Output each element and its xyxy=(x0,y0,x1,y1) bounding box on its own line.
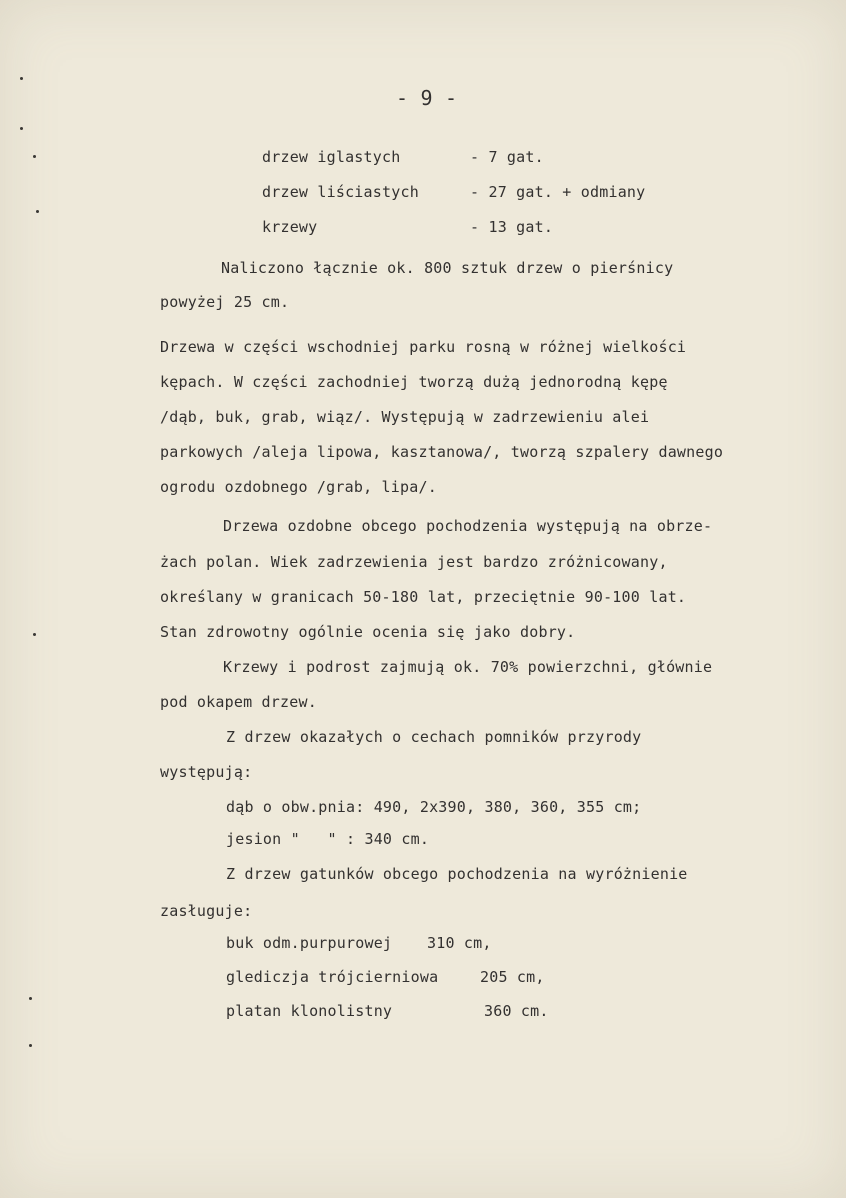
text-line: Krzewy i podrost zajmują ok. 70% powierzchni, głównie xyxy=(223,658,713,676)
text-line: występują: xyxy=(160,763,253,781)
text-line: parkowych /aleja lipowa, kasztanowa/, tworzą szpalery dawnego xyxy=(160,443,724,461)
scan-speck xyxy=(20,127,23,130)
text-line: Z drzew gatunków obcego pochodzenia na wyróżnienie xyxy=(226,865,688,883)
text-line: żach polan. Wiek zadrzewienia jest bardzo zróżnicowany, xyxy=(160,553,668,571)
text-line: Drzewa ozdobne obcego pochodzenia występują na obrze- xyxy=(223,517,713,535)
foreign-tree-size: 310 cm, xyxy=(427,934,492,952)
text-line: Stan zdrowotny ogólnie ocenia się jako dobry. xyxy=(160,623,576,641)
text-line: kępach. W części zachodniej tworzą dużą jednorodną kępę xyxy=(160,373,668,391)
text-line: Naliczono łącznie ok. 800 sztuk drzew o pierśnicy xyxy=(221,259,674,277)
scan-speck xyxy=(36,210,39,213)
scan-speck xyxy=(29,1044,32,1047)
text-line: ogrodu ozdobnego /grab, lipa/. xyxy=(160,478,437,496)
scan-speck xyxy=(33,633,36,636)
foreign-tree-size: 360 cm. xyxy=(484,1002,549,1020)
species-group: drzew liściastych xyxy=(262,183,419,201)
species-count: - 27 gat. + odmiany xyxy=(470,183,646,201)
monument-line: jesion " " : 340 cm. xyxy=(226,830,430,848)
text-line: zasługuje: xyxy=(160,902,253,920)
text-line: określany w granicach 50-180 lat, przeciętnie 90-100 lat. xyxy=(160,588,687,606)
scan-speck xyxy=(20,77,23,80)
monument-line: dąb o obw.pnia: 490, 2x390, 380, 360, 355 cm; xyxy=(226,798,642,816)
species-group: krzewy xyxy=(262,218,318,236)
scan-speck xyxy=(29,997,32,1000)
text-line: pod okapem drzew. xyxy=(160,693,317,711)
species-count: - 7 gat. xyxy=(470,148,544,166)
text-line: Drzewa w części wschodniej parku rosną w różnej wielkości xyxy=(160,338,687,356)
foreign-tree-name: platan klonolistny xyxy=(226,1002,393,1020)
species-group: drzew iglastych xyxy=(262,148,401,166)
foreign-tree-name: glediczja trójcierniowa xyxy=(226,968,439,986)
text-line: /dąb, buk, grab, wiąz/. Występują w zadrzewieniu alei xyxy=(160,408,650,426)
foreign-tree-size: 205 cm, xyxy=(480,968,545,986)
foreign-tree-name: buk odm.purpurowej xyxy=(226,934,393,952)
text-line: powyżej 25 cm. xyxy=(160,293,290,311)
species-count: - 13 gat. xyxy=(470,218,554,236)
page-number: - 9 - xyxy=(396,86,458,110)
text-line: Z drzew okazałych o cechach pomników przyrody xyxy=(226,728,642,746)
scan-speck xyxy=(33,155,36,158)
